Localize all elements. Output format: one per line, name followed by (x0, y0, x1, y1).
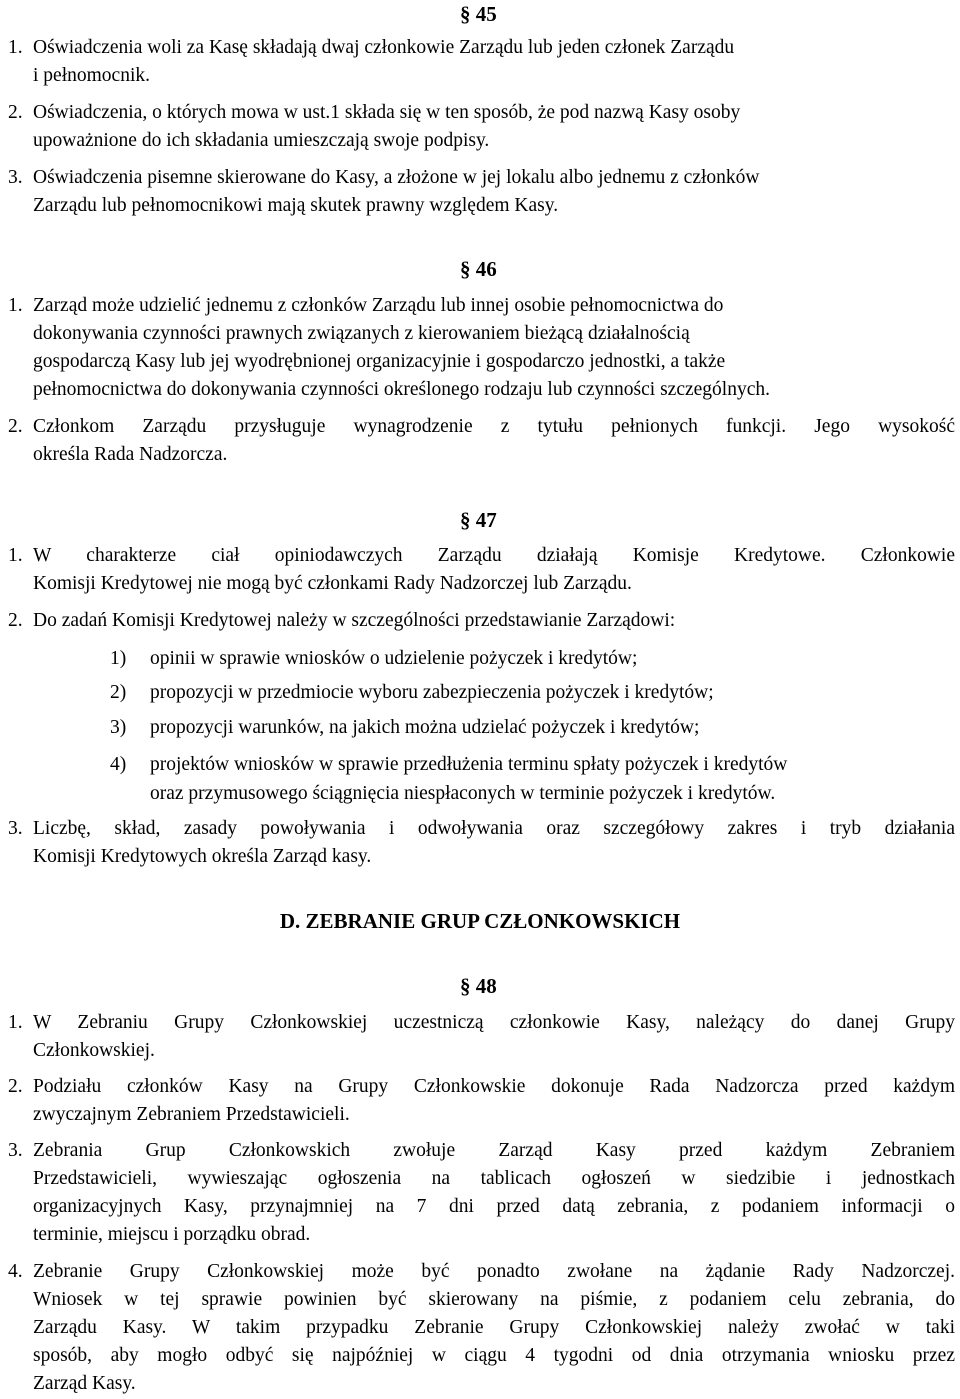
paragraph-line: sposób, aby mogło odbyć się najpóźniej w ciągu 4 tygodni od dnia otrzymania wniosku przez (33, 1345, 955, 1366)
chapter-title: D. ZEBRANIE GRUP CZŁONKOWSKICH (279, 909, 681, 933)
paragraph-line: Przedstawicieli, wywieszając ogłoszenia na tablicach ogłoszeń w siedzibie i jednostkach (33, 1168, 955, 1189)
paragraph-line: określa Rada Nadzorcza. (33, 444, 228, 465)
point-number: 1. (8, 545, 23, 566)
paragraph-line: Wniosek w tej sprawie powinien być skierowany na piśmie, z podaniem celu zebrania, do (33, 1289, 955, 1310)
paragraph-line: i pełnomocnik. (33, 65, 150, 86)
paragraph-line: zwyczajnym Zebraniem Przedstawicieli. (33, 1104, 350, 1125)
paragraph-line: Do zadań Komisji Kredytowej należy w szczególności przedstawianie Zarządowi: (33, 610, 676, 631)
point-number: 2. (8, 1076, 23, 1097)
paragraph-line: upoważnione do ich składania umieszczają swoje podpisy. (33, 130, 490, 151)
paragraph-line: pełnomocnictwa do dokonywania czynności określonego rodzaju lub czynności szczególnych. (33, 379, 770, 400)
section-heading-45: § 45 (460, 2, 497, 26)
section-heading-48: § 48 (460, 974, 497, 998)
paragraph-line: organizacyjnych Kasy, przynajmniej na 7 dni przed datą zebrania, z podaniem informacji o (33, 1196, 955, 1217)
subitem-line: projektów wniosków w sprawie przedłużenia terminu spłaty pożyczek i kredytów (150, 754, 788, 775)
section-heading-46: § 46 (460, 257, 497, 281)
point-number: 2. (8, 102, 23, 123)
paragraph-line: terminie, miejscu i porządku obrad. (33, 1224, 311, 1245)
paragraph-line: Podziału członków Kasy na Grupy Członkowskie dokonuje Rada Nadzorcza przed każdym (33, 1076, 955, 1097)
section-heading-47: § 47 (460, 508, 497, 532)
paragraph-line: Komisji Kredytowych określa Zarząd kasy. (33, 846, 372, 867)
paragraph-line: gospodarczą Kasy lub jej wyodrębnionej organizacyjnie i gospodarczo jednostki, a także (33, 351, 726, 372)
point-number: 1. (8, 295, 23, 316)
paragraph-line: Liczbę, skład, zasady powoływania i odwoływania oraz szczegółowy zakres i tryb działania (33, 818, 955, 839)
paragraph-line: Członkowskiej. (33, 1040, 155, 1061)
point-number: 4. (8, 1261, 23, 1282)
paragraph-line: Zarządu Kasy. W takim przypadku Zebranie Grupy Członkowskiej należy zwołać w taki (33, 1317, 955, 1338)
paragraph-line: dokonywania czynności prawnych związanych z kierowaniem bieżącą działalnością (33, 323, 690, 344)
subitem-number: 2) (110, 682, 127, 703)
paragraph-line: Oświadczenia woli za Kasę składają dwaj członkowie Zarządu lub jeden członek Zarządu (33, 37, 735, 58)
point-number: 3. (8, 818, 23, 839)
subitem-line: propozycji w przedmiocie wyboru zabezpieczenia pożyczek i kredytów; (150, 682, 714, 703)
point-number: 3. (8, 1140, 23, 1161)
subitem-line: propozycji warunków, na jakich można udzielać pożyczek i kredytów; (150, 717, 700, 738)
paragraph-line: Oświadczenia pisemne skierowane do Kasy, a złożone w jej lokalu albo jednemu z członków (33, 167, 760, 188)
subitem-line: oraz przymusowego ściągnięcia niespłaconych w terminie pożyczek i kredytów. (150, 783, 776, 804)
point-number: 2. (8, 610, 23, 631)
subitem-number: 1) (110, 648, 127, 669)
paragraph-line: Zebranie Grupy Członkowskiej może być ponadto zwołane na żądanie Rady Nadzorczej. (33, 1261, 955, 1282)
subitem-number: 4) (110, 754, 127, 775)
subitem-number: 3) (110, 717, 127, 738)
paragraph-line: Komisji Kredytowej nie mogą być członkami Rady Nadzorczej lub Zarządu. (33, 573, 632, 594)
paragraph-line: W charakterze ciał opiniodawczych Zarządu działają Komisje Kredytowe. Członkowie (33, 545, 955, 566)
paragraph-line: Członkom Zarządu przysługuje wynagrodzenie z tytułu pełnionych funkcji. Jego wysokość (33, 416, 955, 437)
paragraph-line: Zarząd Kasy. (33, 1373, 136, 1394)
paragraph-line: Zarządu lub pełnomocnikowi mają skutek prawny względem Kasy. (33, 195, 559, 216)
paragraph-line: W Zebraniu Grupy Członkowskiej uczestniczą członkowie Kasy, należący do danej Grupy (33, 1012, 955, 1033)
point-number: 1. (8, 37, 23, 58)
paragraph-line: Zarząd może udzielić jednemu z członków Zarządu lub innej osobie pełnomocnictwa do (33, 295, 724, 316)
subitem-line: opinii w sprawie wniosków o udzielenie pożyczek i kredytów; (150, 648, 638, 669)
point-number: 2. (8, 416, 23, 437)
paragraph-line: Zebrania Grup Członkowskich zwołuje Zarząd Kasy przed każdym Zebraniem (33, 1140, 955, 1161)
point-number: 3. (8, 167, 23, 188)
point-number: 1. (8, 1012, 23, 1033)
paragraph-line: Oświadczenia, o których mowa w ust.1 składa się w ten sposób, że pod nazwą Kasy osoby (33, 102, 741, 123)
